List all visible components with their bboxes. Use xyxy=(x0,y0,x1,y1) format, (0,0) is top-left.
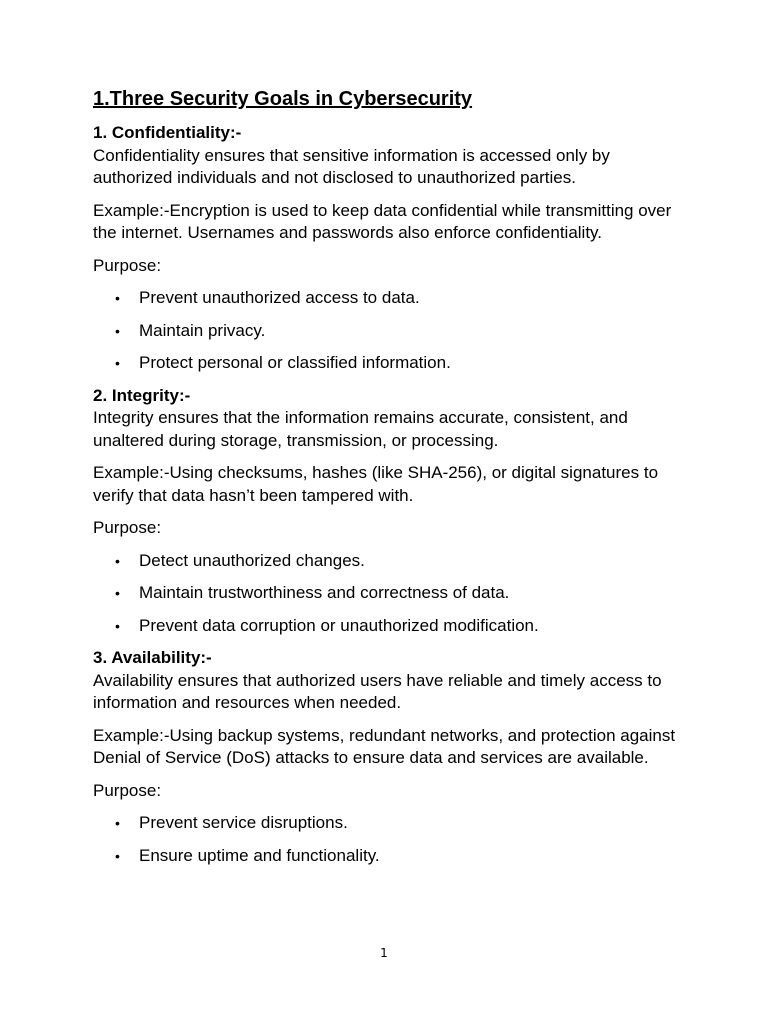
bullet-icon: • xyxy=(115,585,120,601)
list-item-text: Prevent unauthorized access to data. xyxy=(139,288,420,307)
section-availability xyxy=(93,647,693,867)
list-item-text: Prevent service disruptions. xyxy=(139,813,348,832)
section-example: Example:-Encryption is used to keep data confidential while transmitting over the internet. Usernames and passwords also enforce confidentiality. xyxy=(93,200,672,242)
list-item-text: Maintain privacy. xyxy=(139,320,266,340)
bullet-icon: • xyxy=(115,552,120,569)
list-item xyxy=(93,582,693,605)
purpose-list xyxy=(93,812,693,867)
section-description: Confidentiality ensures that sensitive information is accessed only by authorized individuals and not disclosed to unauthorized parties. xyxy=(93,145,610,187)
section-integrity xyxy=(93,385,693,638)
section-heading: 1. Confidentiality:- xyxy=(93,123,242,142)
list-item-text: Detect unauthorized changes. xyxy=(139,550,365,570)
section-example: Example:-Using backup systems, redundant networks, and protection against Denial of Service (DoS) attacks to ensure data and services are available. xyxy=(93,725,676,767)
bullet-icon: • xyxy=(115,322,120,339)
section-heading: 3. Availability:- xyxy=(93,648,212,667)
purpose-label: Purpose: xyxy=(93,255,162,275)
bullet-icon: • xyxy=(115,355,120,371)
list-item xyxy=(93,352,693,375)
list-item xyxy=(93,320,693,343)
purpose-label: Purpose: xyxy=(93,780,162,800)
purpose-list xyxy=(93,287,693,375)
bullet-icon: • xyxy=(115,815,120,831)
list-item xyxy=(93,550,693,573)
list-item xyxy=(93,287,693,310)
list-item xyxy=(93,812,693,835)
purpose-list xyxy=(93,550,693,638)
document-body xyxy=(93,122,693,877)
page-number: 1 xyxy=(380,946,388,960)
section-description: Integrity ensures that the information remains accurate, consistent, and unaltered during storage, transmission, or processing. xyxy=(93,408,628,450)
list-item-text: Protect personal or classified information. xyxy=(139,353,451,372)
bullet-icon: • xyxy=(115,617,120,634)
section-description: Availability ensures that authorized users have reliable and timely access to information and resources when needed. xyxy=(93,670,662,712)
list-item-text: Prevent data corruption or unauthorized modification. xyxy=(139,615,539,635)
list-item xyxy=(93,845,693,868)
bullet-icon: • xyxy=(115,290,120,306)
purpose-label: Purpose: xyxy=(93,518,162,537)
list-item-text: Ensure uptime and functionality. xyxy=(139,845,380,865)
section-heading: 2. Integrity:- xyxy=(93,385,191,405)
section-example: Example:-Using checksums, hashes (like SHA-256), or digital signatures to verify that data hasn’t been tampered with. xyxy=(93,463,659,505)
list-item-text: Maintain trustworthiness and correctness of data. xyxy=(139,583,510,602)
list-item xyxy=(93,615,693,638)
section-confidentiality xyxy=(93,122,693,375)
bullet-icon: • xyxy=(115,847,120,864)
document-title: 1.Three Security Goals in Cybersecurity xyxy=(93,88,473,110)
